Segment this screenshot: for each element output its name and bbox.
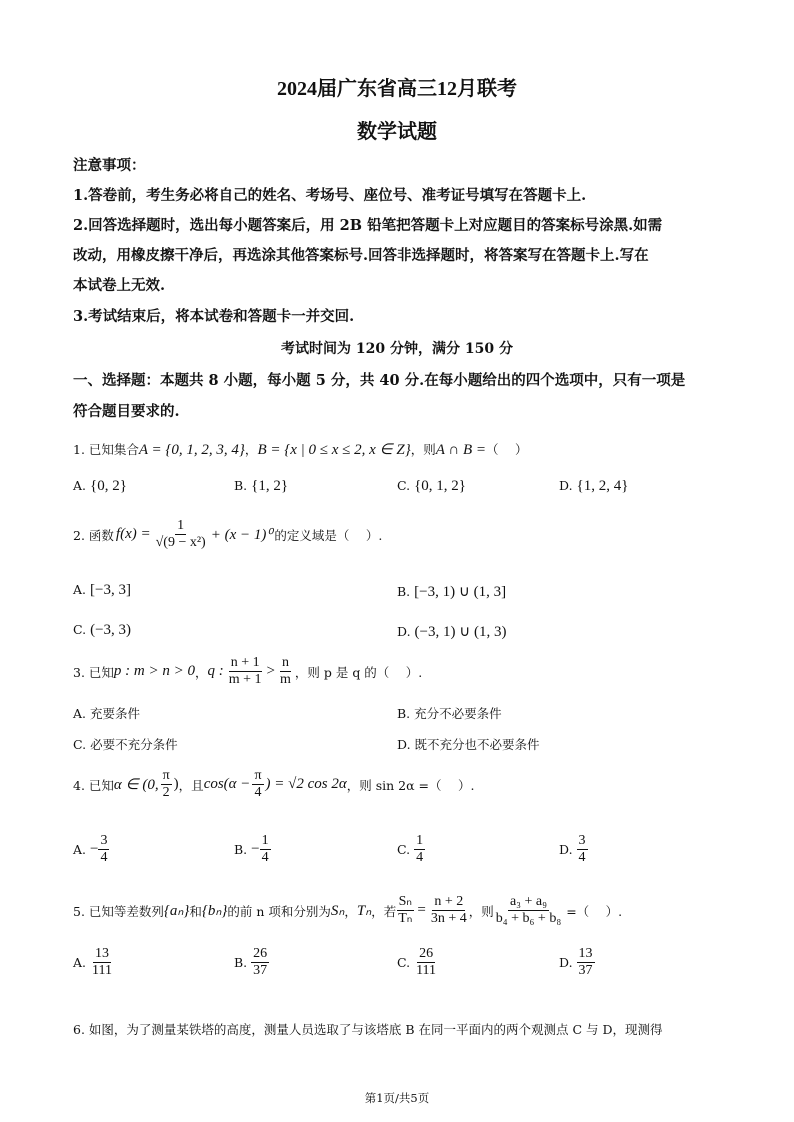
- q3-fraction-1: $\frac{n + 1}{m + 1}$: [228, 655, 262, 688]
- q5-option-c[interactable]: C. $\frac{26}{111}$: [397, 946, 437, 979]
- notice-item-1: 1.答卷前，考生务必将自己的姓名、考场号、座位号、准考证号填写在答题卡上.: [73, 187, 587, 204]
- q3-gt: >: [266, 663, 276, 680]
- q4-alpha-range: α ∈ (0,: [113, 777, 159, 794]
- q3-option-a[interactable]: A. 充要条件: [73, 706, 141, 721]
- q3-condition-q: q :: [207, 663, 224, 680]
- q4-option-c[interactable]: C. $\frac{1}{4}$: [397, 833, 424, 866]
- question-1: [73, 440, 527, 459]
- exam-title: 2024届广东省高三12月联考: [277, 78, 517, 100]
- q1-ask: A ∩ B =: [435, 442, 486, 458]
- q3-condition-p: p : m > n > 0: [113, 663, 195, 680]
- notice-heading: 注意事项：: [73, 157, 146, 174]
- q5-target-fraction: $\frac{\text{a₃ + a₉}}{\text{b₄ + b₆ + b₈}}$: [495, 894, 562, 927]
- q5-option-d-fraction: $\frac{13}{37}$: [578, 946, 593, 979]
- q5-ratio: $\frac{\text{Sₙ}}{\text{Tₙ}}$: [398, 894, 413, 927]
- q1-option-d[interactable]: D. {1, 2, 4}: [559, 478, 629, 494]
- exam-time: 考试时间为 120 分钟，满分 150 分: [281, 341, 513, 357]
- q5-ratio-value: $\frac{n + 2}{3n + 4}$: [430, 894, 467, 927]
- question-2: [73, 518, 382, 551]
- q5-prefix: 5. 已知等差数列: [73, 903, 164, 919]
- q4-mid: ，且: [178, 777, 204, 793]
- q5-seq-a: {aₙ}: [163, 903, 190, 920]
- q4-cos: cos(α −: [203, 776, 251, 793]
- question-3: [73, 655, 422, 688]
- q2-prefix: 2. 函数: [73, 527, 114, 543]
- q2-option-b[interactable]: B. [−3, 1) ∪ (1, 3]: [397, 584, 507, 600]
- notice-item-3: 3.考试结束后，将本试卷和答题卡一并交回.: [73, 308, 355, 325]
- q1-paren: （ ）: [485, 442, 528, 457]
- notice-item-2-line-1: 2.回答选择题时，选出每小题答案后，用 2B 铅笔把答题卡上对应题目的答案标号涂黑.如需: [73, 217, 663, 234]
- q5-and: 和: [189, 903, 202, 919]
- q5-tn: Tₙ: [356, 903, 372, 920]
- q4-suffix: ，则 sin 2α =（ ）.: [346, 777, 475, 793]
- q5-option-a[interactable]: A. $\frac{13}{111}$: [73, 946, 112, 979]
- q5-option-b-fraction: $\frac{26}{37}$: [253, 946, 268, 979]
- q3-option-c[interactable]: C. 必要不充分条件: [73, 737, 178, 752]
- q3-option-b[interactable]: B. 充分不必要条件: [397, 706, 502, 721]
- q4-option-b-fraction: $\frac{1}{4}$: [261, 833, 269, 866]
- q4-option-d[interactable]: D. $\frac{3}{4}$: [559, 833, 586, 866]
- q1-prefix: 1. 已知集合: [73, 442, 139, 457]
- q1-separator: ，: [244, 442, 258, 457]
- q3-separator: ，: [194, 664, 208, 680]
- question-4: [73, 768, 474, 801]
- q4-rhs: ) = √2 cos 2α: [265, 776, 347, 793]
- q5-sn: Sₙ: [330, 903, 345, 920]
- q4-option-a[interactable]: A. − $\frac{3}{4}$: [73, 833, 108, 866]
- exam-subtitle: 数学试题: [357, 121, 437, 143]
- q5-option-a-fraction: $\frac{13}{111}$: [92, 946, 112, 979]
- q4-option-a-fraction: $\frac{3}{4}$: [100, 833, 108, 866]
- q4-option-b[interactable]: B. − $\frac{1}{4}$: [234, 833, 269, 866]
- q2-function: f(x) =: [115, 526, 151, 543]
- q5-option-b[interactable]: B. $\frac{26}{37}$: [234, 946, 268, 979]
- notice-item-2-line-3: 本试卷上无效.: [73, 277, 166, 294]
- q5-if: ，若: [371, 903, 397, 919]
- q4-prefix: 4. 已知: [73, 777, 114, 793]
- q4-pi-half: $\frac{\pi}{2}$: [162, 768, 170, 801]
- q4-option-c-fraction: $\frac{1}{4}$: [416, 833, 424, 866]
- page-number: 第1页/共5页: [364, 1091, 430, 1105]
- q2-suffix: 的定义域是（ ）.: [274, 527, 383, 543]
- question-6: 6. 如图，为了测量某铁塔的高度，测量人员选取了与该塔底 B 在同一平面内的两个观测点 C 与 D，现测得: [73, 1022, 663, 1037]
- q5-mid: 的前 n 项和分别为: [227, 903, 331, 919]
- q2-plus-term: + (x − 1)⁰: [210, 527, 273, 544]
- q2-option-c[interactable]: C. (−3, 3): [73, 622, 132, 638]
- q5-comma: ，: [344, 903, 357, 919]
- notice-item-2-line-2: 改动，用橡皮擦干净后，再选涂其他答案标号.回答非选择题时，将答案写在答题卡上.写在: [73, 247, 649, 264]
- q2-option-a[interactable]: A. [−3, 3]: [73, 582, 131, 598]
- q5-then: ，则: [468, 903, 494, 919]
- q3-prefix: 3. 已知: [73, 664, 114, 680]
- q2-option-d[interactable]: D. (−3, 1) ∪ (1, 3): [397, 624, 507, 640]
- q1-option-c[interactable]: C. {0, 1, 2}: [397, 478, 466, 494]
- q1-set-a: A = {0, 1, 2, 3, 4}: [138, 442, 245, 458]
- section-heading-line-2: 符合题目要求的.: [73, 403, 180, 420]
- q5-option-d[interactable]: D. $\frac{13}{37}$: [559, 946, 593, 979]
- section-heading-line-1: 一、选择题：本题共 8 小题，每小题 5 分，共 40 分.在每小题给出的四个选项中，只有一项是: [73, 372, 686, 389]
- q3-fraction-2: $\frac{n}{m}$: [280, 655, 291, 688]
- q5-eq: =: [417, 902, 426, 919]
- q1-option-b[interactable]: B. {1, 2}: [234, 478, 289, 494]
- q1-suffix: ，则: [410, 442, 436, 457]
- q2-fraction: $\frac{1}{\text{√(9 − x²)}}$: [155, 518, 206, 551]
- q3-option-d[interactable]: D. 既不充分也不必要条件: [397, 737, 540, 752]
- q4-option-d-fraction: $\frac{3}{4}$: [578, 833, 586, 866]
- q3-suffix: ，则 p 是 q 的（ ）.: [294, 664, 423, 680]
- q1-set-b: B = {x | 0 ≤ x ≤ 2, x ∈ Z}: [257, 442, 411, 458]
- q5-seq-b: {bₙ}: [201, 903, 228, 920]
- q5-suffix: =（ ）.: [566, 903, 623, 919]
- q1-option-a[interactable]: A. {0, 2}: [73, 478, 127, 494]
- question-5: [73, 894, 622, 927]
- q4-close-paren: ): [173, 776, 179, 793]
- q4-pi-quarter: $\frac{\pi}{4}$: [254, 768, 262, 801]
- q5-option-c-fraction: $\frac{26}{111}$: [416, 946, 437, 979]
